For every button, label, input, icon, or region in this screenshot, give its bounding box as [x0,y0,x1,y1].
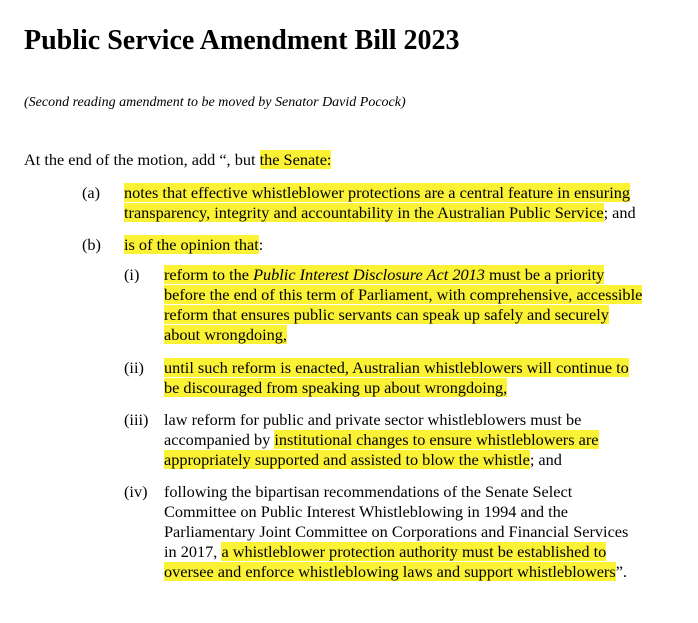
subitem-iii-line-2 [164,430,599,449]
item-a-label: (a) [82,183,101,202]
subitem-ii-label: (ii) [124,358,144,377]
item-b-line [124,235,263,254]
subitem-i-line-1 [164,265,604,284]
subitem-iv-line-5 [164,562,627,581]
subitem-i-line-4 [164,325,287,344]
subitem-ii-highlight: be discouraged from speaking up about wrongdoing, [164,378,508,397]
subitem-ii-line-1 [164,358,629,377]
subitem-i-text: must be a priority [484,265,605,284]
item-a-line-2 [124,203,636,222]
subitem-i-highlight [164,265,604,284]
subitem-i-highlight: before the end of this term of Parliament, with comprehensive, accessible [164,285,643,304]
subitem-iii-highlight: institutional changes to ensure whistleblowers are [274,430,599,449]
item-a-text: ; and [603,203,636,222]
act-name: Public Interest Disclosure Act 2013 [253,265,485,284]
document-title: Public Service Amendment Bill 2023 [24,25,460,56]
subitem-iii-line-3 [164,450,562,469]
item-b-text: : [258,235,264,254]
subitem-ii-highlight: until such reform is enacted, Australian whistleblowers will continue to [164,358,629,377]
subitem-iv-text: ”. [615,562,627,581]
subitem-iii-label: (iii) [124,410,149,429]
item-b-label: (b) [82,235,101,254]
document-subtitle: (Second reading amendment to be moved by Senator David Pocock) [24,95,406,110]
subitem-iv-line-1: following the bipartisan recommendations of the Senate Select [164,482,573,501]
subitem-i-line-3 [164,305,609,324]
subitem-ii-line-2 [164,378,507,397]
subitem-iv-line-2: Committee on Public Interest Whistleblowing in 1994 and the [164,502,568,521]
subitem-iv-line-4 [164,542,606,561]
subitem-i-line-2 [164,285,642,304]
subitem-iv-highlight: a whistleblower protection authority must be established to [221,542,607,561]
subitem-iv-label: (iv) [124,482,148,501]
subitem-i-highlight: reform that ensures public servants can speak up safely and securely [164,305,609,324]
subitem-iii-text: ; and [529,450,562,469]
subitem-i-highlight: about wrongdoing, [164,325,287,344]
item-a-line-1 [124,183,630,202]
subitem-iii-highlight: appropriately supported and assisted to blow the whistle [164,450,530,469]
subitem-iv-line-3: Parliamentary Joint Committee on Corporations and Financial Services [164,522,629,541]
subitem-iii-text: accompanied by [164,430,275,449]
intro-line [24,150,331,169]
subitem-iii-line-1: law reform for public and private sector whistleblowers must be [164,410,582,429]
item-a-highlight: notes that effective whistleblower protections are a central feature in ensuring [124,183,631,202]
subitem-i-label: (i) [124,265,140,284]
subitem-i-text: reform to the [164,265,254,284]
item-a-highlight: transparency, integrity and accountability in the Australian Public Service [124,203,604,222]
intro-highlight: the Senate: [259,150,332,169]
item-b-highlight: is of the opinion that [124,235,259,254]
subitem-iv-text: in 2017, [164,542,222,561]
subitem-iv-highlight: oversee and enforce whistleblowing laws and support whistleblowers [164,562,616,581]
intro-text: At the end of the motion, add “, but [24,150,260,169]
